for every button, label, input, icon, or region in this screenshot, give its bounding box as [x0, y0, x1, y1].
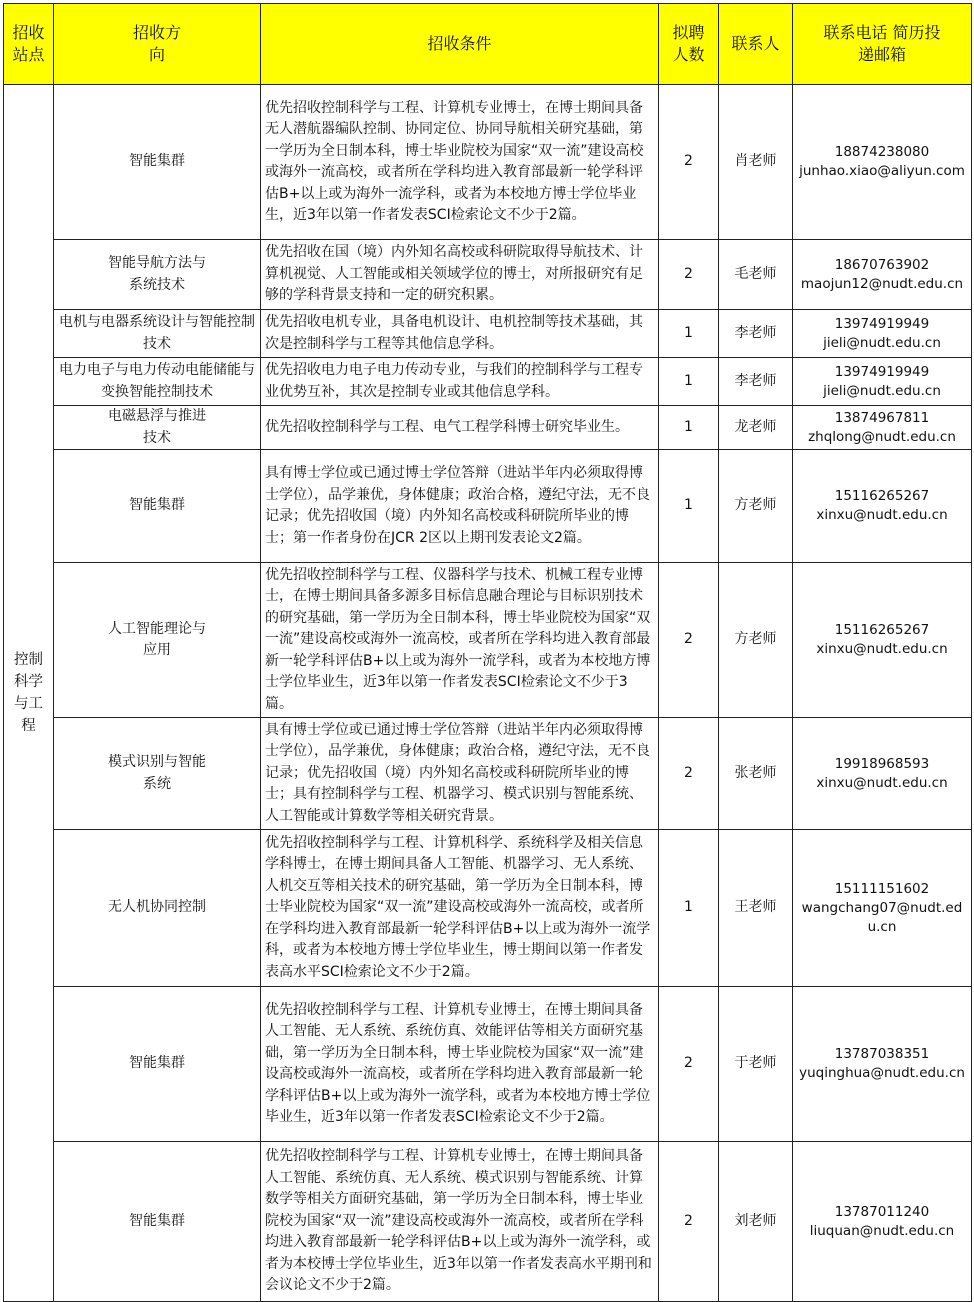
- conditions-cell: 优先招收电机专业，具备电机设计、电机控制等技术基础，其次是控制科学与工程等其他信息学科。: [261, 310, 659, 358]
- conditions-cell: 优先招收控制科学与工程、电气工程学科博士研究毕业生。: [261, 406, 659, 450]
- recruitment-table: [3, 3, 972, 1302]
- phone-email-cell: [793, 563, 972, 718]
- contact-cell: 刘老师: [719, 1142, 793, 1302]
- table-row: [4, 358, 972, 406]
- phone-email-cell: [793, 406, 972, 450]
- count-cell: 2: [659, 718, 719, 830]
- direction-cell: 智能集群: [54, 85, 261, 240]
- header-row: [4, 4, 972, 85]
- count-cell: 1: [659, 830, 719, 987]
- phone-email-cell: [793, 240, 972, 310]
- header-station: 招收站点: [4, 4, 54, 85]
- contact-cell: 于老师: [719, 987, 793, 1142]
- table-row: [4, 1142, 972, 1302]
- email-link[interactable]: yuqinghua@nudt.edu.cn: [799, 1065, 965, 1081]
- email-link[interactable]: liuquan@nudt.edu.cn: [809, 1222, 955, 1239]
- conditions-cell: 优先招收控制科学与工程、仪器科学与技术、机械工程专业博士，在博士期间具备多源多目标信息融合理论与目标识别技术的研究基础，第一学历为全日制本科，博士毕业院校为国家“双一流”建设高校或海外一流高校，或者所在学科均进入教育部最新一轮学科评估B+以上或为海外一流学科，或者为本校地方博士学位毕业生，近3年以第一作者发表SCI检索论文不少于3篇。: [261, 563, 659, 718]
- conditions-cell: 优先招收控制科学与工程、计算机专业博士，在博士期间具备人工智能、无人系统、系统仿真、效能评估等相关方面研究基础，第一学历为全日制本科，博士毕业院校为国家“双一流”建设高校或海外一流高校，或者所在学科均进入教育部最新一轮学科评估B+以上或为海外一流学科，或者为本校地方博士学位毕业生，近3年以第一作者发表SCI检索论文不少于2篇。: [261, 987, 659, 1142]
- header-contact: 联系人: [719, 4, 793, 85]
- phone-email-cell: [793, 830, 972, 987]
- direction-cell: 智能集群: [54, 987, 261, 1142]
- email-link[interactable]: xinxu@nudt.edu.cn: [816, 507, 948, 523]
- phone: 13974919949: [834, 363, 930, 380]
- contact-cell: 王老师: [719, 830, 793, 987]
- conditions-cell: 优先招收在国（境）内外知名高校或科研院取得导航技术、计算机视觉、人工智能或相关领域学位的博士，对所报研究有足够的学科背景支持和一定的研究积累。: [261, 240, 659, 310]
- email-link[interactable]: xinxu@nudt.edu.cn: [816, 774, 948, 791]
- phone-email-cell: [793, 718, 972, 830]
- email-link[interactable]: maojun12@nudt.edu.cn: [800, 275, 964, 292]
- count-cell: 2: [659, 240, 719, 310]
- phone: 19918968593: [834, 755, 930, 772]
- table-row: [4, 406, 972, 450]
- header-direction: 招收方向: [54, 4, 261, 85]
- conditions-cell: 具有博士学位或已通过博士学位答辩（进站半年内必须取得博士学位），品学兼优，身体健康；政治合格，遵纪守法，无不良记录；优先招收国（境）内外知名高校或科研院所毕业的博士；具有控制科学与工程、机器学习、模式识别与智能系统、人工智能或计算数学等相关研究背景。: [261, 718, 659, 830]
- header-count: 拟聘人数: [659, 4, 719, 85]
- phone: 13974919949: [834, 315, 930, 332]
- direction-cell: 电力电子与电力传动电能储能与变换智能控制技术: [54, 358, 261, 406]
- conditions-cell: 优先招收控制科学与工程、计算机科学、系统科学及相关信息学科博士，在博士期间具备人工智能、机器学习、无人系统、人机交互等相关技术的研究基础，第一学历为全日制本科，博士毕业院校为国家“双一流”建设高校或海外一流高校，或者所在学科均进入教育部最新一轮学科评估B+以上或为海外一流学科，或者为本校地方博士学位毕业生，博士期间以第一作者发表高水平SCI检索论文不少于2篇。: [261, 830, 659, 987]
- table-row: [4, 85, 972, 240]
- contact-cell: 李老师: [719, 358, 793, 406]
- contact-cell: 肖老师: [719, 85, 793, 240]
- table-row: [4, 310, 972, 358]
- phone: 13874967811: [834, 409, 930, 426]
- direction-cell: 无人机协同控制: [54, 830, 261, 987]
- table-row: [4, 987, 972, 1142]
- email-link[interactable]: zhqlong@nudt.edu.cn: [808, 428, 956, 445]
- phone: 13787011240: [834, 1203, 930, 1220]
- phone: 18670763902: [834, 256, 930, 273]
- header-phone-email: 联系电话 简历投递邮箱: [793, 4, 972, 85]
- phone: 13787038351: [834, 1046, 930, 1062]
- direction-cell: 智能集群: [54, 450, 261, 563]
- contact-cell: 龙老师: [719, 406, 793, 450]
- table-row: [4, 240, 972, 310]
- table-row: [4, 718, 972, 830]
- email-link[interactable]: jieli@nudt.edu.cn: [823, 334, 941, 351]
- conditions-cell: 优先招收控制科学与工程、计算机专业博士，在博士期间具备无人潜航器编队控制、协同定位、协同导航相关研究基础，第一学历为全日制本科，博士毕业院校为国家“双一流”建设高校或海外一流高校，或者所在学科均进入教育部最新一轮学科评估B+以上或为海外一流学科，或者为本校地方博士学位毕业生，近3年以第一作者发表SCI检索论文不少于2篇。: [261, 85, 659, 240]
- phone-email-cell: [793, 1142, 972, 1302]
- direction-cell: 电磁悬浮与推进技术: [54, 406, 261, 450]
- contact-cell: 李老师: [719, 310, 793, 358]
- contact-cell: 方老师: [719, 450, 793, 563]
- header-conditions: 招收条件: [261, 4, 659, 85]
- station-cell: 控制科学与工程: [4, 85, 54, 1302]
- phone-email-cell: [793, 450, 972, 563]
- count-cell: 1: [659, 310, 719, 358]
- direction-cell: 智能集群: [54, 1142, 261, 1302]
- direction-cell: 智能导航方法与系统技术: [54, 240, 261, 310]
- phone: 15116265267: [834, 622, 930, 638]
- direction-cell: 模式识别与智能系统: [54, 718, 261, 830]
- phone-email-cell: [793, 85, 972, 240]
- phone-email-cell: [793, 358, 972, 406]
- count-cell: 1: [659, 450, 719, 563]
- contact-cell: 毛老师: [719, 240, 793, 310]
- email-link[interactable]: junhao.xiao@aliyun.com: [799, 163, 965, 179]
- phone-email-cell: [793, 310, 972, 358]
- direction-cell: 电机与电器系统设计与智能控制技术: [54, 310, 261, 358]
- email-link[interactable]: xinxu@nudt.edu.cn: [816, 641, 948, 657]
- table-row: [4, 450, 972, 563]
- count-cell: 2: [659, 563, 719, 718]
- count-cell: 1: [659, 406, 719, 450]
- phone: 15116265267: [834, 488, 930, 504]
- email-link[interactable]: wangchang07@nudt.edu.cn: [801, 899, 963, 935]
- phone: 15111151602: [834, 880, 930, 897]
- conditions-cell: 优先招收电力电子电力传动专业，与我们的控制科学与工程专业优势互补，其次是控制专业或其他信息学科。: [261, 358, 659, 406]
- contact-cell: 方老师: [719, 563, 793, 718]
- count-cell: 2: [659, 987, 719, 1142]
- count-cell: 1: [659, 358, 719, 406]
- contact-cell: 张老师: [719, 718, 793, 830]
- count-cell: 2: [659, 1142, 719, 1302]
- table-row: [4, 830, 972, 987]
- phone: 18874238080: [834, 144, 930, 160]
- conditions-cell: 优先招收控制科学与工程、计算机专业博士，在博士期间具备人工智能、系统仿真、无人系统、模式识别与智能系统、计算数学等相关方面研究基础，第一学历为全日制本科，博士毕业院校为国家“双一流”建设高校或海外一流高校，或者所在学科均进入教育部最新一轮学科评估B+以上或为海外一流学科，或者为本校博士学位毕业生，近3年以第一作者发表高水平期刊和会议论文不少于2篇。: [261, 1142, 659, 1302]
- email-link[interactable]: jieli@nudt.edu.cn: [823, 382, 941, 399]
- count-cell: 2: [659, 85, 719, 240]
- table-row: [4, 563, 972, 718]
- conditions-cell: 具有博士学位或已通过博士学位答辩（进站半年内必须取得博士学位），品学兼优，身体健康；政治合格，遵纪守法，无不良记录；优先招收国（境）内外知名高校或科研院所毕业的博士；第一作者身份在JCR 2区以上期刊发表论文2篇。: [261, 450, 659, 563]
- phone-email-cell: [793, 987, 972, 1142]
- direction-cell: 人工智能理论与应用: [54, 563, 261, 718]
